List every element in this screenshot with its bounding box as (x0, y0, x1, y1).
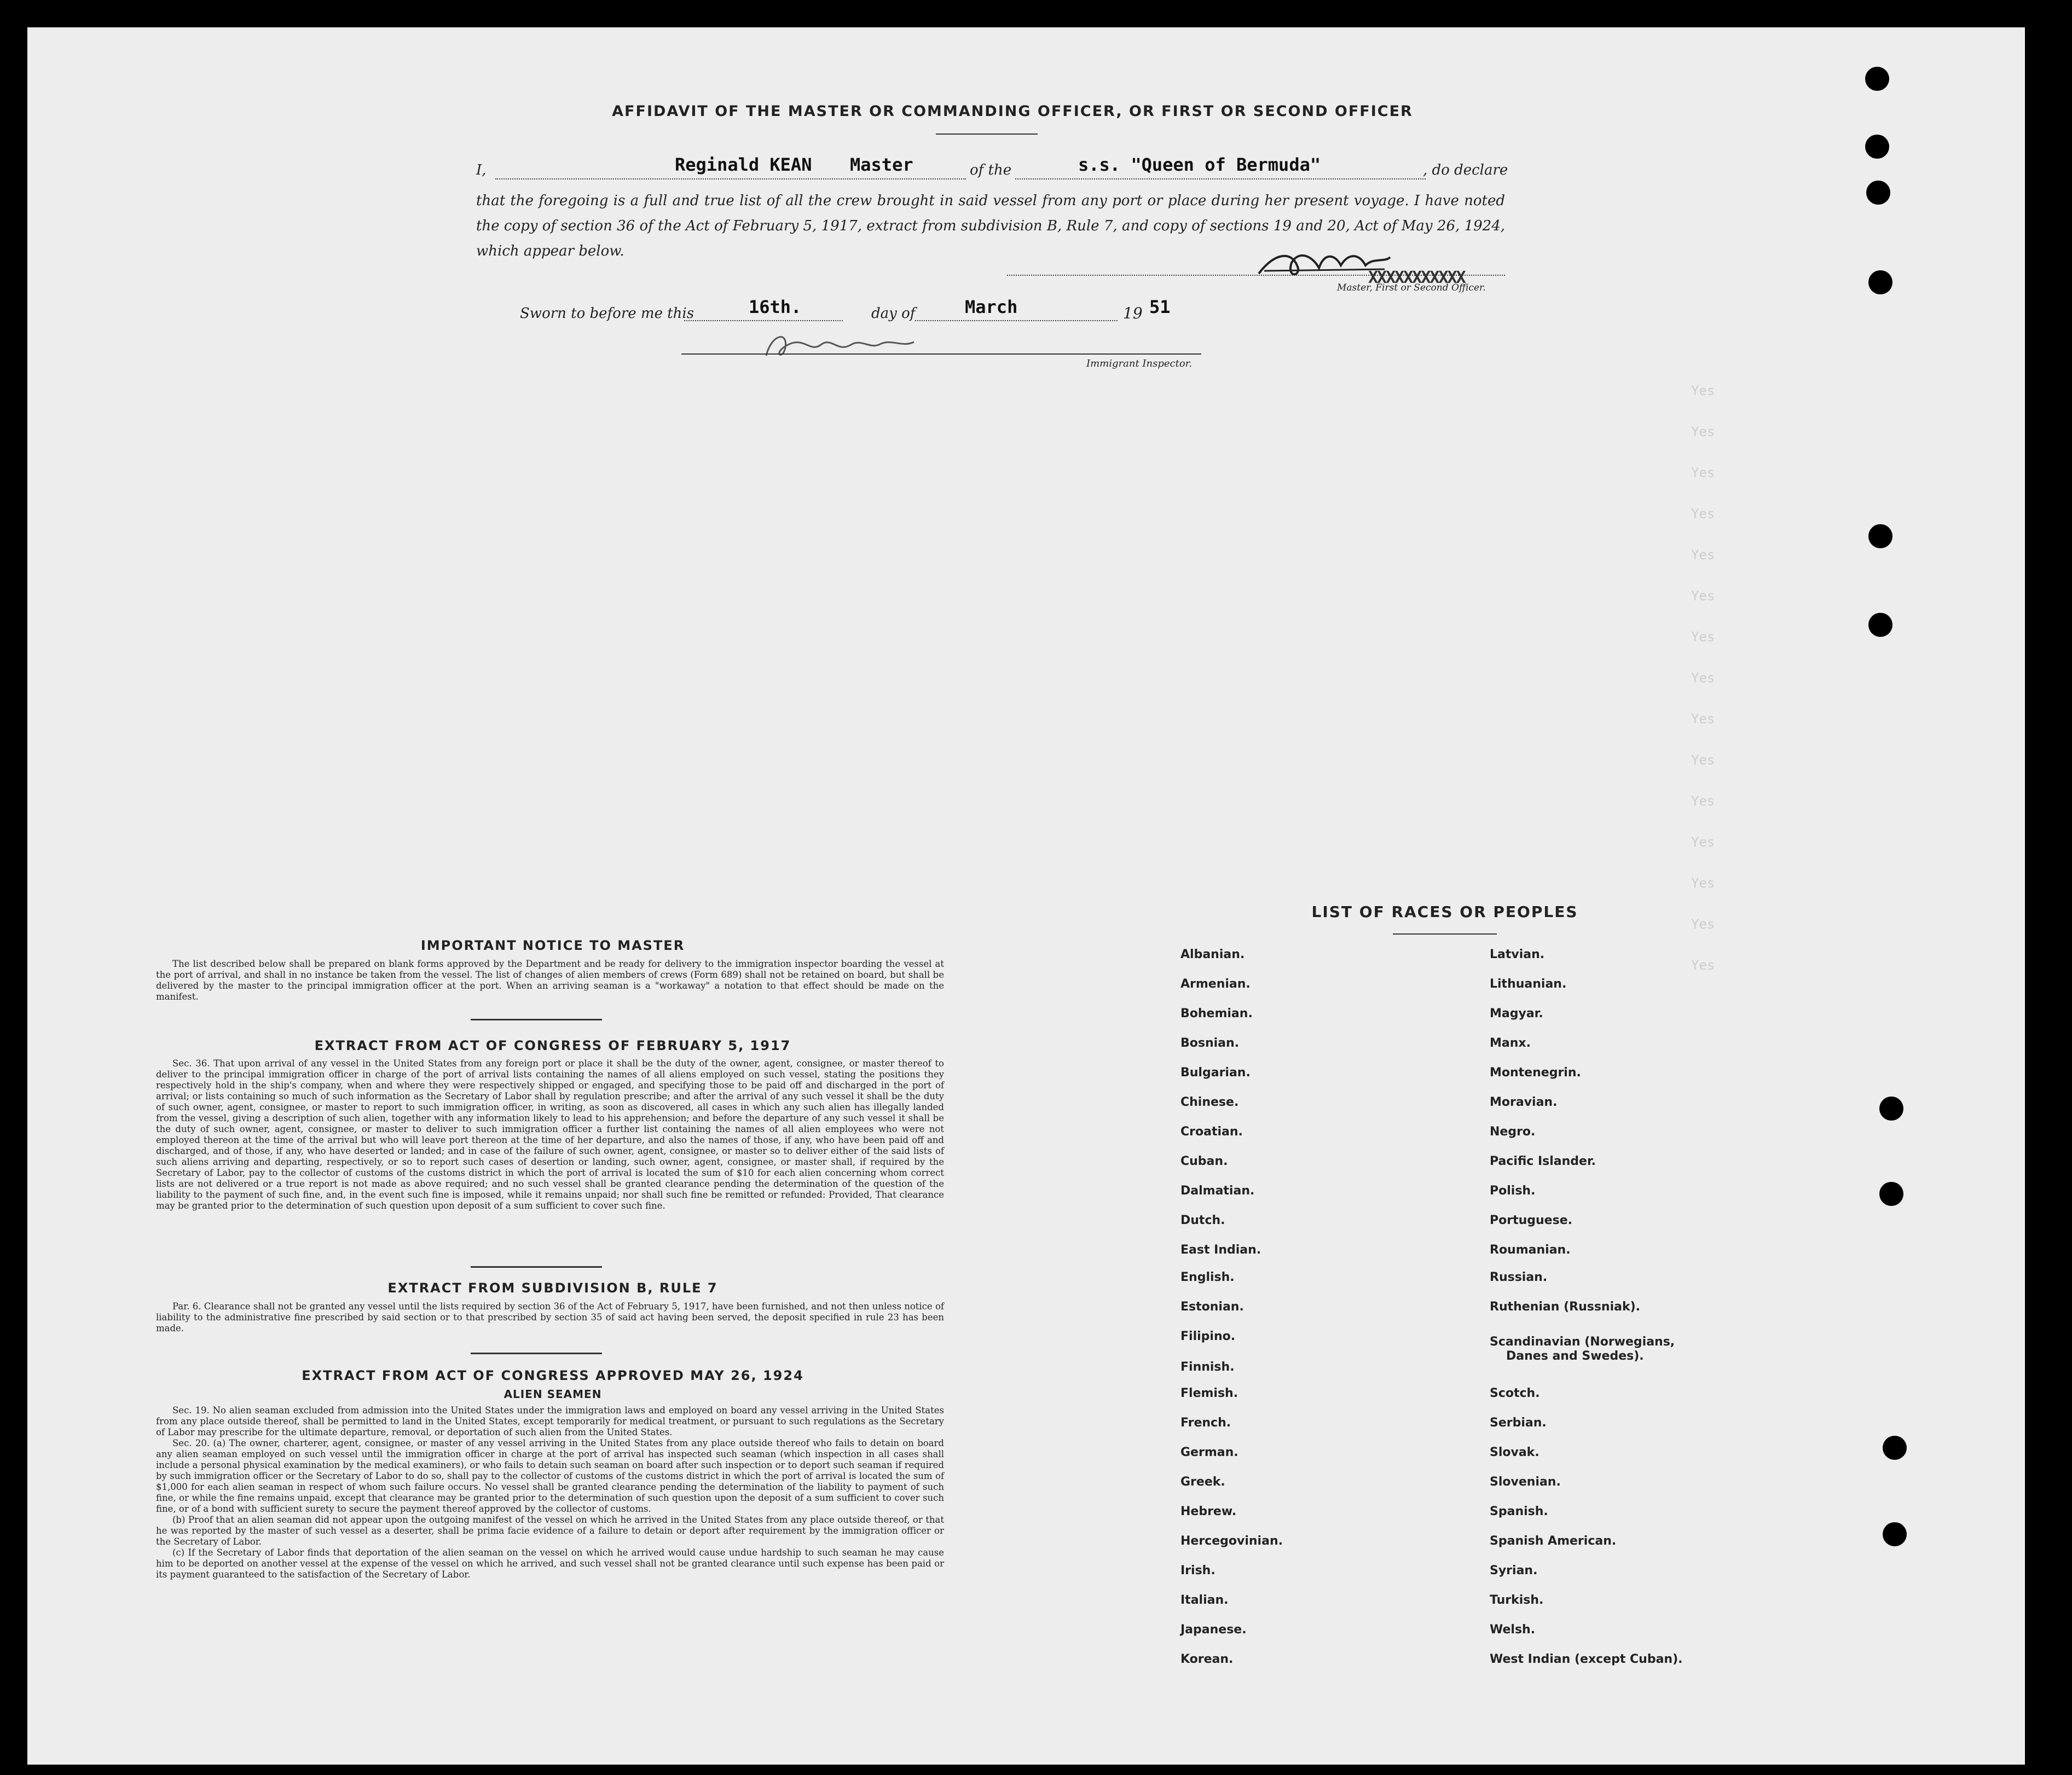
section-20b-text: (b) Proof that an alien seaman did not appear upon the outgoing manifest of the vessel on which he arrived in the United States from any place outside thereof, or that he was reported by the master of such vessel as a deserter, shall be prima facie evidence of a failure to detain or deport after requirement by the immigration officer or the Secretary of Labor. (156, 1515, 944, 1547)
race-item: Cuban. (1180, 1155, 1228, 1168)
race-item: Lithuanian. (1490, 977, 1567, 991)
punch-hole (1868, 524, 1892, 548)
race-item: Scandinavian (Norwegians, (1490, 1335, 1675, 1349)
race-item: Spanish. (1490, 1505, 1548, 1518)
title-underline (936, 134, 1038, 135)
race-item: Roumanian. (1490, 1243, 1571, 1257)
vessel-name: s.s. "Queen of Bermuda" (1078, 154, 1321, 175)
race-item: Italian. (1180, 1593, 1229, 1607)
extract-1924-title: EXTRACT FROM ACT OF CONGRESS APPROVED MAY 26, 1924 (302, 1368, 804, 1383)
race-item: Korean. (1180, 1652, 1234, 1666)
race-item: Serbian. (1490, 1416, 1547, 1430)
sworn-day: 16th. (749, 297, 802, 317)
inspector-line (681, 353, 1201, 355)
rule-7-text: Par. 6. Clearance shall not be granted any vessel until the lists required by section 36 of the Act of February 5, 1917, have been furnished, and not then unless notice of liability to the administrative fine prescribed by said section or to that prescribed by section 35 of said act having been served, the deposit specified in rule 23 has been made. (156, 1301, 944, 1333)
affidavit-title: AFFIDAVIT OF THE MASTER OR COMMANDING OFFICER, OR FIRST OR SECOND OFFICER (612, 103, 1413, 120)
struck-out-marks: XXXXXXXXXXX (1368, 268, 1465, 287)
sworn-year: 51 (1149, 297, 1171, 317)
punch-hole (1883, 1436, 1907, 1460)
vessel-line (1015, 178, 1426, 179)
race-item: Flemish. (1180, 1387, 1238, 1400)
punch-hole (1879, 1182, 1903, 1206)
section-20a-text: Sec. 20. (a) The owner, charterer, agent, consignee, or master of any vessel arriving in the United States from any place outside thereof who fails to detain on board any alien seaman employed on such vessel until the immigration officer in charge at the port of arrival has inspected such seaman (which inspection in all cases shall include a personal physical examination by the medical examiners), or who fails to detain such seaman on board after such inspection or to deport such seaman if required by such immigration officer or the Secretary of Labor to do so, shall pay to the collector of customs of the customs district in which the port of arrival is located the sum of $1,000 for each alien seaman in respect of whom such failure occurs. No vessel shall be granted clearance pending the determination of the liability to payment of such fine, or while the fine remains unpaid, except that clearance may be granted prior to the determination of such question upon the deposit of a sum sufficient to cover such fine, or of a bond with sufficient surety to secure the payment thereof approved by the collector of customs. (156, 1438, 944, 1514)
alien-seamen-subtitle: ALIEN SEAMEN (503, 1388, 602, 1401)
inspector-signature (755, 323, 930, 367)
race-item: Ruthenian (Russniak). (1490, 1300, 1641, 1314)
race-item: Turkish. (1490, 1593, 1544, 1607)
race-item: Negro. (1490, 1125, 1536, 1139)
sworn-month: March (965, 297, 1018, 317)
race-item: Hercegovinian. (1180, 1534, 1283, 1548)
race-item: Filipino. (1180, 1330, 1236, 1343)
race-item: Latvian. (1490, 948, 1545, 961)
inspector-caption: Immigrant Inspector. (1086, 358, 1193, 369)
races-title: LIST OF RACES OR PEOPLES (1311, 903, 1578, 921)
race-item: Estonian. (1180, 1300, 1244, 1314)
race-item: Irish. (1180, 1564, 1216, 1577)
punch-hole (1865, 135, 1889, 159)
section-divider (471, 1019, 602, 1020)
race-item: Magyar. (1490, 1007, 1543, 1020)
notice-title: IMPORTANT NOTICE TO MASTER (420, 938, 685, 953)
race-item: Hebrew. (1180, 1505, 1237, 1518)
signer-caption: Master, First or Second Officer. (1337, 282, 1486, 293)
race-item: Bosnian. (1180, 1036, 1240, 1050)
notice-text: The list described below shall be prepared on blank forms approved by the Department and be ready for delivery to the immigration inspector boarding the vessel at the port of arrival, and shall in no instance be taken from the vessel. The list of changes of alien members of crews (Form 689) shall not be retained on board, but shall be delivered by the master to the principal immigration officer at the port. When an arriving seaman is a "workaway" a notation to that effect should be made on the manifest. (156, 959, 944, 1002)
declaration-text: that the foregoing is a full and true list of all the crew brought in said vessel from any port or place during her present voyage. I have noted the copy of section 36 of the Act of February 5, 1917, extract from subdivision B, Rule 7, and copy of sections 19 and 20, Act of May 26, 1924, which appear below. (476, 193, 1505, 259)
punch-hole (1865, 67, 1889, 91)
race-item: Scotch. (1490, 1387, 1540, 1400)
race-item: Dutch. (1180, 1214, 1225, 1227)
race-item: Croatian. (1180, 1125, 1243, 1139)
race-item: Armenian. (1180, 977, 1251, 991)
races-underline (1393, 933, 1497, 935)
punch-hole (1868, 613, 1892, 637)
race-item: West Indian (except Cuban). (1490, 1652, 1683, 1666)
punch-hole (1883, 1522, 1907, 1546)
race-item: Greek. (1180, 1475, 1225, 1489)
race-item: Polish. (1490, 1184, 1536, 1198)
race-item: Chinese. (1180, 1095, 1239, 1109)
i-label: I, (476, 162, 487, 178)
race-item: Russian. (1490, 1271, 1548, 1284)
race-item: Slovak. (1490, 1446, 1539, 1459)
race-item: Pacific Islander. (1490, 1155, 1596, 1168)
race-item: Japanese. (1180, 1623, 1247, 1637)
month-line (915, 320, 1118, 321)
race-item: German. (1180, 1446, 1238, 1459)
sworn-label: Sworn to before me this (520, 305, 694, 322)
race-item: Spanish American. (1490, 1534, 1617, 1548)
race-item: Finnish. (1180, 1360, 1235, 1374)
of-the-label: of the (970, 162, 1012, 178)
day-of-label: day of (871, 305, 916, 322)
race-item: Moravian. (1490, 1095, 1558, 1109)
master-name: Reginald KEAN (675, 154, 812, 175)
master-rank: Master (850, 154, 913, 175)
punch-hole (1879, 1097, 1903, 1121)
race-item: Montenegrin. (1490, 1066, 1581, 1080)
section-20c-text: (c) If the Secretary of Labor finds that deportation of the alien seaman on the vessel on which he arrived would cause undue hardship to such seaman he may cause him to be deported on another vessel at the expense of the vessel on which he arrived, and such vessel shall not be granted clearance until such expense has been paid or its payment guaranteed to the satisfaction of the Secretary of Labor. (156, 1547, 944, 1580)
race-item: Portuguese. (1490, 1214, 1572, 1227)
day-line (684, 320, 843, 321)
race-item: English. (1180, 1271, 1235, 1284)
rule-7-title: EXTRACT FROM SUBDIVISION B, RULE 7 (387, 1280, 718, 1296)
race-item: Slovenian. (1490, 1475, 1561, 1489)
extract-1917-text: Sec. 36. That upon arrival of any vessel in the United States from any foreign port or place it shall be the duty of the owner, agent, consignee, or master thereof to deliver to the principal immigration officer in charge of the port of arrival lists containing the names of all aliens employed on such vessel, stating the positions they respectively hold in the ship's company, when and where they were respectively shipped or engaged, and specifying those to be paid off and discharged in the port of arrival; or lists containing so much of such information as the Secretary of Labor shall by regulation prescribe; and after the arrival of any such vessel it shall be the duty of such owner, agent, consignee, or master to report to such immigration officer, in writing, as soon as discovered, all cases in which any such alien has illegally landed from the vessel, giving a description of such alien, together with any information likely to lead to his apprehension; and before the departure of any such vessel it shall be the duty of such owner, agent, consignee, or master to deliver to such immigration officer a further list containing the names of all alien employees who were not employed thereon at the time of the arrival but who will leave port thereon at the time of her departure, and also the names of those, if any, who have been paid off and discharged, and of those, if any, who have deserted or landed; and in case of the failure of such owner, agent, consignee, or master so to deliver either of the said lists of such aliens arriving and departing, respectively, or so to report such cases of desertion or landing, such owner, agent, consignee, or master shall, if required by the Secretary of Labor, pay to the collector of customs of the customs district in which the port of arrival is located the sum of $10 for each alien concerning whom correct lists are not delivered or a true report is not made as above required; and no such vessel shall be granted clearance pending the determination of the question of the liability to the payment of such fine, and, in the event such fine is imposed, while it remains unpaid; nor shall such fine be remitted or refunded: Provided, That clearance may be granted prior to the determination of such question upon deposit of a sum sufficient to cover such fine. (156, 1058, 944, 1211)
race-item: Syrian. (1490, 1564, 1538, 1577)
race-item: Manx. (1490, 1036, 1531, 1050)
extract-1924-body (156, 1405, 944, 1580)
do-declare-label: , do declare (1423, 162, 1508, 178)
punch-hole (1868, 270, 1892, 294)
race-item: Bulgarian. (1180, 1066, 1251, 1080)
year-prefix: 19 (1123, 304, 1143, 322)
punch-hole (1866, 181, 1890, 205)
section-divider (471, 1266, 602, 1268)
section-divider (471, 1353, 602, 1354)
race-item: Welsh. (1490, 1623, 1536, 1637)
race-item: French. (1180, 1416, 1231, 1430)
race-item: Bohemian. (1180, 1007, 1253, 1020)
name-line (495, 178, 966, 179)
race-item: East Indian. (1180, 1243, 1261, 1257)
extract-1917-title: EXTRACT FROM ACT OF CONGRESS OF FEBRUARY 5, 1917 (314, 1038, 791, 1053)
race-item: Danes and Swedes). (1506, 1349, 1644, 1363)
section-19-text: Sec. 19. No alien seaman excluded from admission into the United States under the immigration laws and employed on board any vessel arriving in the United States from any place outside thereof, shall be permitted to land in the United States, except temporarily for medical treatment, or pursuant to such regulations as the Secretary of Labor may prescribe for the ultimate departure, removal, or deportation of such alien from the United States. (156, 1405, 944, 1437)
race-item: Albanian. (1180, 948, 1245, 961)
race-item: Dalmatian. (1180, 1184, 1255, 1198)
